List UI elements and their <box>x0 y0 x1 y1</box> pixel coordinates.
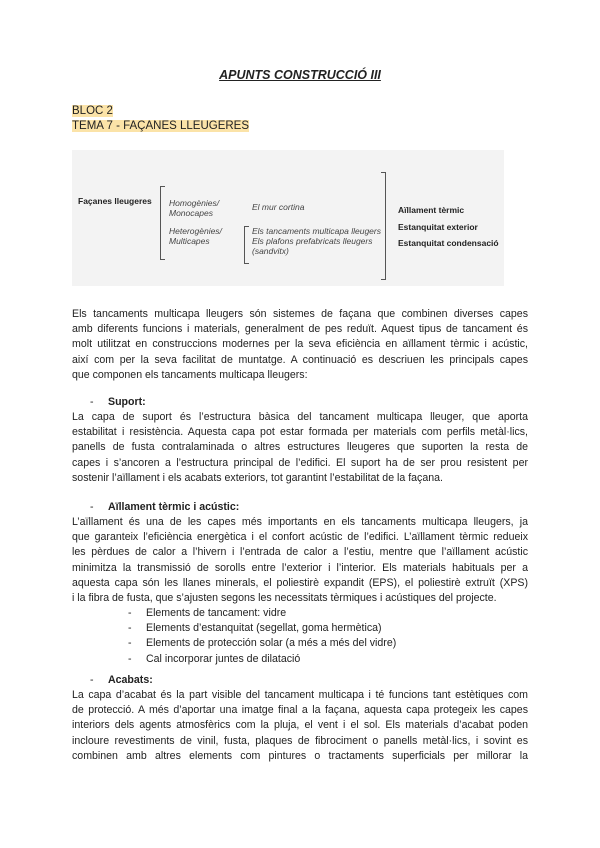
text-line: que garanteix l’eficiència energètica i el confort acústic de l’edifici. L’aïllament tèrmic redueix <box>72 531 528 544</box>
list-item: - Elements de protección solar (a més a més del vidre) <box>128 636 396 651</box>
bloc-text: BLOC 2 <box>72 105 113 117</box>
text-line: així com per la seva facilitat de muntatge. A continuació es descriuen les principals capes <box>72 353 528 366</box>
diagram-leaf2-line1: Els tancaments multicapa lleugers <box>252 226 381 236</box>
text-line: panells de fusta contralaminada o altres estructures lleugeres que suporten la resta de <box>72 441 528 454</box>
text-line: minimitza la transmissió de sorolls entre l’exterior i l’interior. Els materials habituals per a <box>72 561 528 574</box>
diagram-root: Façanes lleugeres <box>78 196 152 206</box>
bloc-label <box>72 104 113 119</box>
brace-main <box>160 186 165 260</box>
text-line: que componen els tancaments multicapa lleugers: <box>72 368 308 381</box>
section-heading-acabats: - Acabats: <box>90 674 153 686</box>
list-item: - Cal incorporar juntes de dilatació <box>128 652 396 667</box>
text-line: capes i s’ancoren a l’estructura principal de l’edifici. El suport ha de ser prou resistent per <box>72 456 528 469</box>
page-title: APUNTS CONSTRUCCIÓ III <box>219 68 381 82</box>
text-line: sostenir l’aïllament i els acabats exteriors, tot garantint l’estabilitat de la façana. <box>72 471 443 484</box>
text-line: i la fibra de fusta, que s’ajusten segons les necessitats tèrmiques i acústiques del projecte. <box>72 592 497 605</box>
list-item: - Elements d’estanquitat (segellat, goma hermètica) <box>128 621 396 636</box>
diagram-branch2-line1: Heterogènies/ <box>169 226 222 236</box>
diagram-leaf2-line3: (sandvitx) <box>252 246 289 256</box>
brace-properties <box>381 172 386 280</box>
section-heading-aillament: - Aïllament tèrmic i acústic: <box>90 501 240 513</box>
diagram-prop3: Estanquitat condensació <box>398 238 499 248</box>
section-paragraph-suport <box>72 410 528 486</box>
tema-text: TEMA 7 - FAÇANES LLEUGERES <box>72 120 250 132</box>
intro-paragraph <box>72 307 528 383</box>
brace-multicapa <box>244 226 249 264</box>
section-paragraph-acabats <box>72 688 528 764</box>
text-line: molt utilitzat en construccions modernes per la seva eficiència en aïllament tèrmic i acústic, <box>72 338 528 351</box>
text-line: amb diferents funcions i materials, generalment de pes reduït. Aquest tipus de tancament és <box>72 323 528 336</box>
text-line: combinen amb altres elements com pintures o tractaments superficials per millorar la <box>72 749 528 762</box>
text-line: estabilitat i resistència. Aquesta capa pot estar formada per materials com perfils metàl·lics, <box>72 426 528 439</box>
heading-text: Suport: <box>108 396 146 408</box>
section-paragraph-aillament <box>72 515 528 606</box>
diagram-branch1-line1: Homogènies/ <box>169 198 220 208</box>
text-line: incloure revestiments de vinil, fusta, plaques de fibrociment o panells metàl·lics, i sovint es <box>72 734 528 747</box>
heading-text: Aïllament tèrmic i acústic: <box>108 501 240 513</box>
diagram-prop2: Estanquitat exterior <box>398 222 478 232</box>
text-line: les pèrdues de calor a l’hivern i l’entrada de calor a l’estiu, mentre que l’aïllament acústic <box>72 546 528 559</box>
text-line: interiors dels agents atmosfèrics com la pluja, el vent i el sol. Els materials d’acabat poden <box>72 719 528 732</box>
diagram-prop1: Aïllament tèrmic <box>398 205 465 215</box>
text-line: de protecció. A més d’aportar una imatge final a la façana, aquesta capa protegeix les capes <box>72 704 528 717</box>
diagram-branch2-line2: Multicapes <box>169 236 210 246</box>
diagram-branch1-line2: Monocapes <box>169 208 213 218</box>
text-line: aquesta capa són les llanes minerals, el poliestirè expandit (EPS), el poliestirè extruït (XPS) <box>72 576 528 589</box>
diagram-leaf1: El mur cortina <box>252 202 305 212</box>
text-line: La capa de suport és l’estructura bàsica del tancament multicapa lleuger, que aporta <box>72 411 528 423</box>
text-line: Els tancaments multicapa lleugers són sistemes de façana que combinen diverses capes <box>72 308 528 320</box>
text-line: La capa d’acabat és la part visible del tancament multicapa i té funcions tant estètiques com <box>72 689 528 701</box>
heading-text: Acabats: <box>108 674 153 686</box>
text-line: L’aïllament és una de les capes més importants en els tancaments multicapa lleugers, ja <box>72 516 528 528</box>
diagram-leaf2-line2: Els plafons prefabricats lleugers <box>252 236 373 246</box>
section-heading-suport: - Suport: <box>90 396 146 408</box>
list-item: - Elements de tancament: vidre <box>128 606 396 621</box>
tema-label <box>72 119 249 134</box>
classification-diagram <box>72 150 504 286</box>
bullet-list <box>128 606 396 667</box>
